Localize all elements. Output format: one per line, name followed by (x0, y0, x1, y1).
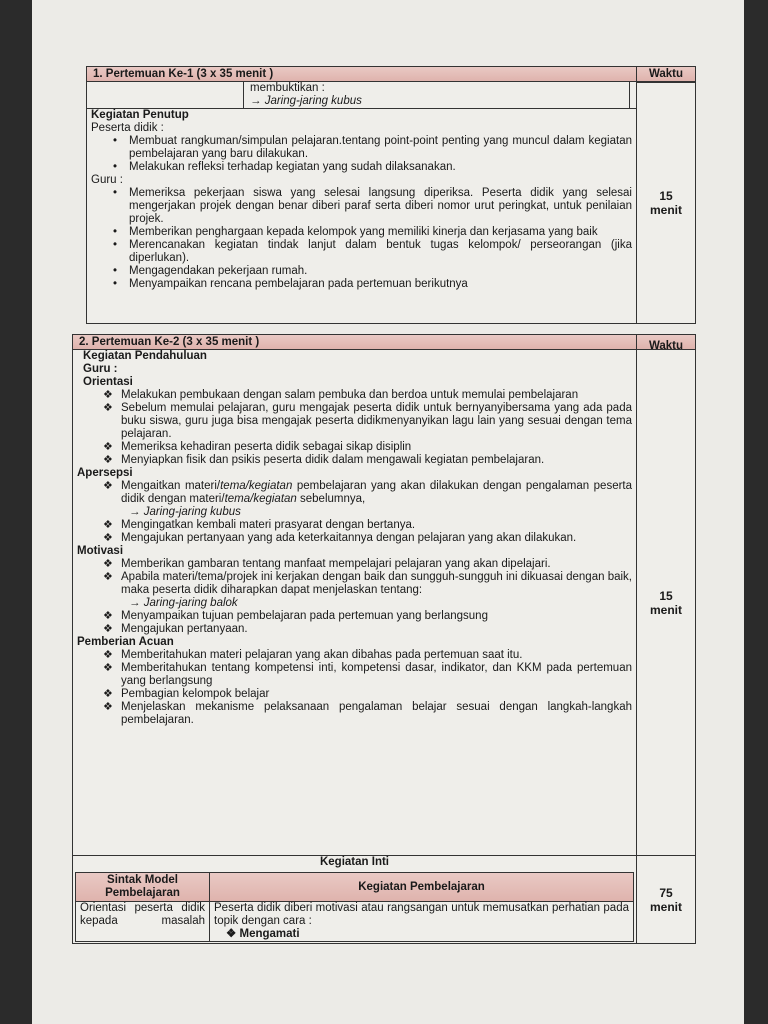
time-value: 15 (659, 189, 673, 203)
guru-label: Guru : (91, 174, 123, 186)
section-title: Kegiatan Pendahuluan (83, 350, 207, 362)
meeting-1-header (87, 67, 695, 82)
acuan-title: Pemberian Acuan (77, 636, 174, 648)
document-page (32, 0, 744, 1024)
list-item: ❖ Memeriksa kehadiran peserta didik sebagai sikap disiplin (103, 441, 412, 453)
diamond-bullet-icon: ❖ (103, 571, 113, 583)
guru-label: Guru : (83, 363, 118, 375)
diamond-bullet-icon: ❖ (103, 701, 113, 713)
subtable-header (76, 873, 633, 902)
list-item: ❖ Mengajukan pertanyaan. (103, 623, 248, 635)
motivasi-title: Motivasi (77, 545, 124, 557)
list-item: ❖ Memberikan gambaran tentang manfaat mempelajari pelajaran yang akan dipelajari. (103, 558, 551, 570)
list-item: ❖ Melakukan pembukaan dengan salam pembuka dan berdoa untuk memulai pembelajaran (103, 389, 579, 401)
list-item: ❖ Memberitahukan materi pelajaran yang akan dibahas pada pertemuan saat itu. (103, 649, 523, 661)
time-cell (637, 350, 695, 855)
meeting-2-title: 2. Pertemuan Ke-2 (3 x 35 menit ) (73, 335, 637, 349)
meeting-2-header (73, 335, 695, 350)
list-item: ❖ Apabila materi/tema/projek ini kerjakan dengan baik dan sungguh-sungguh ini dikuasai dengan baik, maka peserta didik diharapkan dapat menjelaskan tentang: (103, 571, 632, 596)
inti-title: Kegiatan Inti (319, 856, 389, 868)
kegiatan-header: Kegiatan Pembelajaran (358, 880, 485, 893)
waktu-label: Waktu (648, 340, 684, 352)
guru-list (91, 187, 632, 291)
list-item: • Menyampaikan rencana pembelajaran pada pertemuan berikutnya (91, 278, 632, 291)
time-value: 15 (659, 588, 673, 603)
diamond-bullet-icon: ❖ (103, 649, 113, 661)
list-item: • Melakukan refleksi terhadap kegiatan yang sudah dilaksanakan. (91, 161, 632, 174)
diamond-bullet-icon: ❖ (226, 928, 237, 940)
diamond-bullet-icon: ❖ (103, 441, 113, 453)
list-item: ❖ Mengingatkan kembali materi prasyarat dengan bertanya. (103, 519, 416, 531)
diamond-bullet-icon: ❖ (103, 688, 113, 700)
diamond-bullet-icon: ❖ (103, 480, 113, 492)
list-item: • Memeriksa pekerjaan siswa yang selesai langsung diperiksa. Peserta didik yang selesai mengerjakan projek dengan benar diberi paraf serta diberi nomor urut peringkat, untuk penilaian projek. (91, 187, 632, 226)
list-item: ❖ Pembagian kelompok belajar (103, 688, 270, 700)
time-unit: menit (649, 602, 682, 617)
acuan-list (77, 649, 632, 727)
waktu-label: Waktu (648, 68, 684, 80)
diamond-bullet-icon: ❖ (103, 454, 113, 466)
diamond-bullet-icon: ❖ (103, 610, 113, 622)
prev-arrow-line: → Jaring-jaring kubus (250, 95, 362, 107)
time-value: 75 (659, 886, 673, 900)
arrow-line: → Jaring-jaring kubus (129, 506, 241, 518)
time-unit: menit (649, 900, 682, 914)
sintak-cell: Orientasi peserta didik kepada masalah (76, 902, 210, 941)
apersepsi-title: Apersepsi (77, 467, 133, 479)
diamond-bullet-icon: ❖ (103, 402, 113, 414)
list-item: • Merencanakan kegiatan tindak lanjut dalam bentuk tugas kelompok/ perseorangan (jika diperlukan). (91, 239, 632, 265)
list-item: ❖ Menyiapkan fisik dan psikis peserta didik dalam mengawali kegiatan pembelajaran. (103, 454, 545, 466)
orientasi-list (77, 389, 632, 467)
diamond-bullet-icon: ❖ (103, 662, 113, 674)
motivasi-list-2 (77, 610, 632, 636)
peserta-label: Peserta didik : (91, 122, 164, 134)
list-item: • Mengagendakan pekerjaan rumah. (91, 265, 632, 278)
sintak-header: Sintak Model Pembelajaran (76, 873, 210, 901)
prev-content-box (87, 82, 636, 109)
meeting-1-table (86, 66, 696, 324)
list-item: ❖ Menjelaskan mekanisme pelaksanaan pengalaman belajar sesuai dengan langkah-langkah pembelajaran. (103, 701, 632, 726)
time-cell (637, 82, 695, 323)
list-item: ❖ Sebelum memulai pelajaran, guru mengajak peserta didik untuk bernyanyibersama yang ada pada buku siswa, guru juga bisa mengajak peserta didikmenyanyikan lagu lain yang sesuai dengan tema pelajaran. (103, 402, 632, 440)
section-title: Kegiatan Penutup (91, 109, 189, 121)
prev-line: membuktikan : (250, 82, 325, 94)
diamond-bullet-icon: ❖ (103, 532, 113, 544)
diamond-bullet-icon: ❖ (103, 623, 113, 635)
diamond-bullet-icon: ❖ (103, 519, 113, 531)
list-item: ❖ Memberitahukan tentang kompetensi inti, kompetensi dasar, indikator, dan KKM pada pertemuan yang berlangsung (103, 662, 632, 687)
diamond-bullet-icon: ❖ (103, 389, 113, 401)
meeting-2-table (72, 334, 696, 944)
table-row (76, 902, 633, 941)
time-cell (637, 856, 695, 944)
list-item: ❖ Menyampaikan tujuan pembelajaran pada pertemuan yang berlangsung (103, 610, 488, 622)
apersepsi-list-2 (77, 519, 632, 545)
motivasi-list (77, 558, 632, 597)
orientasi-title: Orientasi (83, 376, 133, 388)
apersepsi-list (77, 480, 632, 506)
meeting-1-title: 1. Pertemuan Ke-1 (3 x 35 menit ) (87, 67, 637, 81)
list-item: • Membuat rangkuman/simpulan pelajaran.tentang point-point penting yang muncul dalam kegiatan pembelajaran yang baru dilakukan. (91, 135, 632, 161)
mengamati-item: ❖ Mengamati (226, 928, 300, 940)
list-item: ❖ Mengaitkan materi/tema/kegiatan pembelajaran yang akan dilakukan dengan pengalaman peserta didik dengan materi/tema/kegiatan sebelumnya, (103, 480, 633, 505)
kegiatan-cell: Peserta didik diberi motivasi atau rangsangan untuk memusatkan perhatian pada topik dengan cara : (214, 902, 629, 927)
arrow-line: → Jaring-jaring balok (129, 597, 238, 609)
inti-subtable (75, 872, 634, 942)
peserta-list (91, 135, 632, 174)
diamond-bullet-icon: ❖ (103, 558, 113, 570)
list-item: ❖ Mengajukan pertanyaan yang ada keterkaitannya dengan pelajaran yang akan dilakukan. (103, 532, 577, 544)
list-item: • Memberikan penghargaan kepada kelompok yang memiliki kinerja dan kerjasama yang baik (91, 226, 632, 239)
time-unit: menit (649, 203, 682, 217)
